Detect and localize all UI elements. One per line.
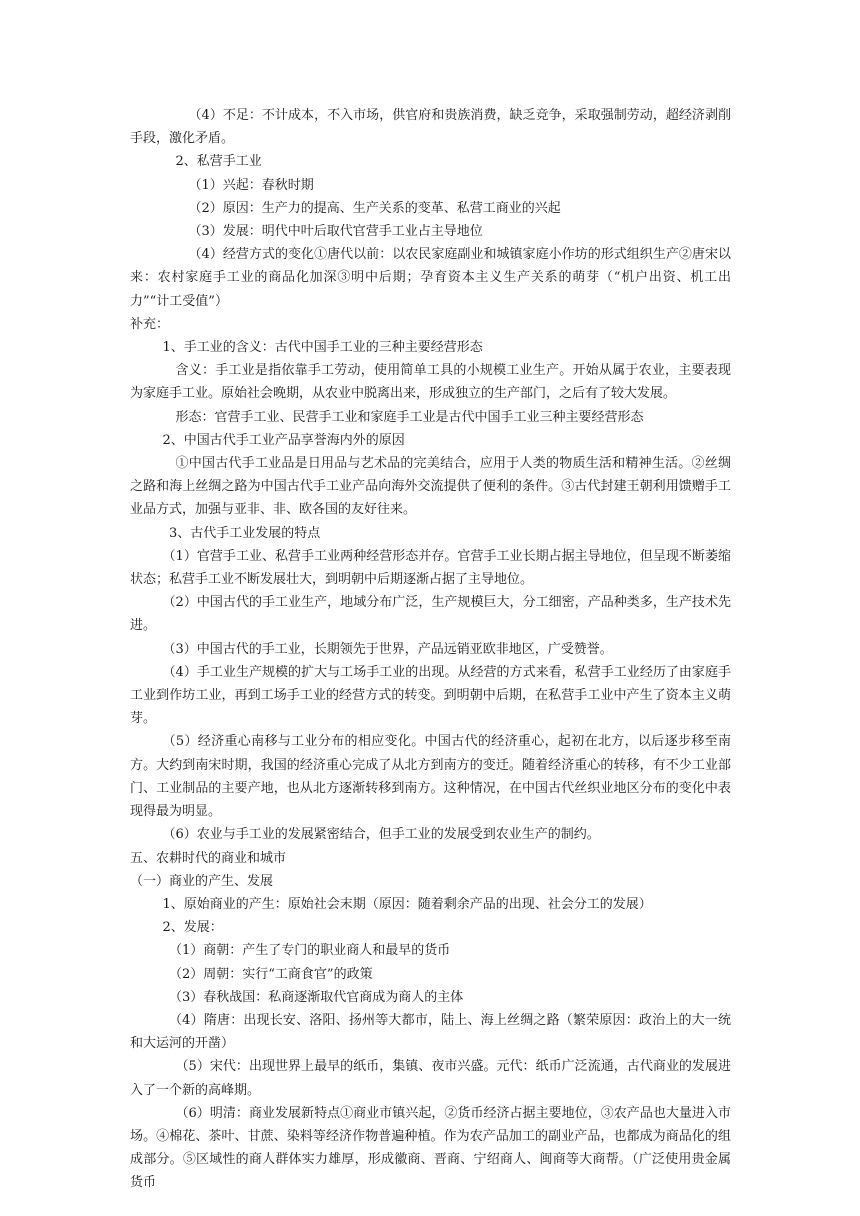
document-page — [130, 104, 731, 1195]
paragraph: （4）经营方式的变化①唐代以前：以农民家庭副业和城镇家庭小作坊的形式组织生产②唐宋以来：农村家庭手工业的商品化加深③明中后期；孕育资本主义生产关系的萌芽（“机户出资、机工出力”“计工受值”） — [130, 247, 731, 309]
paragraph: 形态：官营手工业、民营手工业和家庭手工业是古代中国手工业三种主要经营形态 — [175, 409, 644, 425]
paragraph: （2）中国古代的手工业生产，地域分布广泛，生产规模巨大，分工细密，产品种类多，生产技术先进。 — [130, 595, 731, 634]
paragraph: 五、农耕时代的商业和城市 — [130, 850, 287, 866]
paragraph: 3、古代手工业发展的特点 — [169, 525, 321, 541]
paragraph: （4）隋唐：出现长安、洛阳、扬州等大都市，陆上、海上丝绸之路（繁荣原因：政治上的大一统和大运河的开凿） — [130, 1012, 731, 1052]
paragraph: （3）春秋战国：私商逐渐取代官商成为商人的主体 — [169, 989, 464, 1005]
paragraph: （5）经济重心南移与工业分布的相应变化。中国古代的经济重心，起初在北方，以后逐步移至南方。大约到南宋时期，我国的经济重心完成了从北方到南方的变迁。随着经济重心的转移，有不少工业部门、工业制品的主要产地，也从北方逐渐转移到南方。这种情况，在中国古代丝织业地区分布的变化中表现得最为明显。 — [130, 734, 731, 820]
paragraph: 1、手工业的含义：古代中国手工业的三种主要经营形态 — [162, 340, 483, 356]
paragraph: ①中国古代手工业品是日用品与艺术品的完美结合，应用于人类的物质生活和精神生活。②丝绸之路和海上丝绸之路为中国古代手工业产品向海外交流提供了便利的条件。③古代封建王朝利用馈赠手工业品方式，加强与亚非、非、欧各国的友好往来。 — [130, 456, 731, 518]
paragraph: （2）原因：生产力的提高、生产关系的变革、私营工商业的兴起 — [188, 200, 561, 216]
paragraph: （3）发展：明代中叶后取代官营手工业占主导地位 — [188, 224, 483, 240]
paragraph: （4）不足：不计成本，不入市场，供官府和贵族消费，缺乏竞争，采取强制劳动，超经济剥削手段，激化矛盾。 — [130, 108, 731, 147]
paragraph: 补充： — [130, 316, 170, 332]
paragraph: （4）手工业生产规模的扩大与工场手工业的出现。从经营的方式来看，私营手工业经历了由家庭手工业到作坊工业，再到工场手工业的经营方式的转变。到明朝中后期，在私营手工业中产生了资本主义萌芽。 — [130, 664, 731, 727]
paragraph: 2、私营手工业 — [175, 154, 262, 170]
paragraph: （3）中国古代的手工业，长期领先于世界，产品远销亚欧非地区，广受赞誉。 — [162, 641, 613, 657]
paragraph: （6）明清：商业发展新特点①商业市镇兴起，②货币经济占据主要地位，③农产品也大量进入市场。④棉花、茶叶、甘蔗、染料等经济作物普遍种植。作为农产品加工的副业产品，也都成为商品化的组成部分。⑤区域性的商人群体实力雄厚，形成徽商、晋商、宁绍商人、闽商等大商帮。（广泛使用贵金属货币 — [130, 1105, 731, 1191]
paragraph: （5）宋代：出现世界上最早的纸币，集镇、夜市兴盛。元代：纸币广泛流通，古代商业的发展进入了一个新的高峰期。 — [130, 1059, 731, 1098]
paragraph: （2）周朝：实行“工商食官”的政策 — [169, 966, 373, 982]
paragraph: （6）农业与手工业的发展紧密结合，但手工业的发展受到农业生产的制约。 — [162, 827, 600, 843]
paragraph: （1）官营手工业、私营手工业两种经营形态并存。官营手工业长期占据主导地位，但呈现不断萎缩状态；私营手工业不断发展壮大，到明朝中后期逐渐占据了主导地位。 — [130, 548, 731, 588]
paragraph: 1、原始商业的产生：原始社会末期（原因：随着剩余产品的出现、社会分工的发展） — [162, 896, 652, 912]
paragraph: （一）商业的产生、发展 — [130, 873, 274, 889]
paragraph: （1）商朝：产生了专门的职业商人和最早的货币 — [169, 943, 451, 959]
paragraph: 含义：手工业是指依靠手工劳动，使用简单工具的小规模工业生产。开始从属于农业，主要表现为家庭手工业。原始社会晚期，从农业中脱离出来，形成独立的生产部门，之后有了较大发展。 — [130, 363, 731, 402]
paragraph: 2、中国古代手工业产品享誉海内外的原因 — [162, 432, 405, 448]
paragraph: 2、发展： — [162, 920, 223, 936]
paragraph: （1）兴起：春秋时期 — [188, 177, 314, 193]
